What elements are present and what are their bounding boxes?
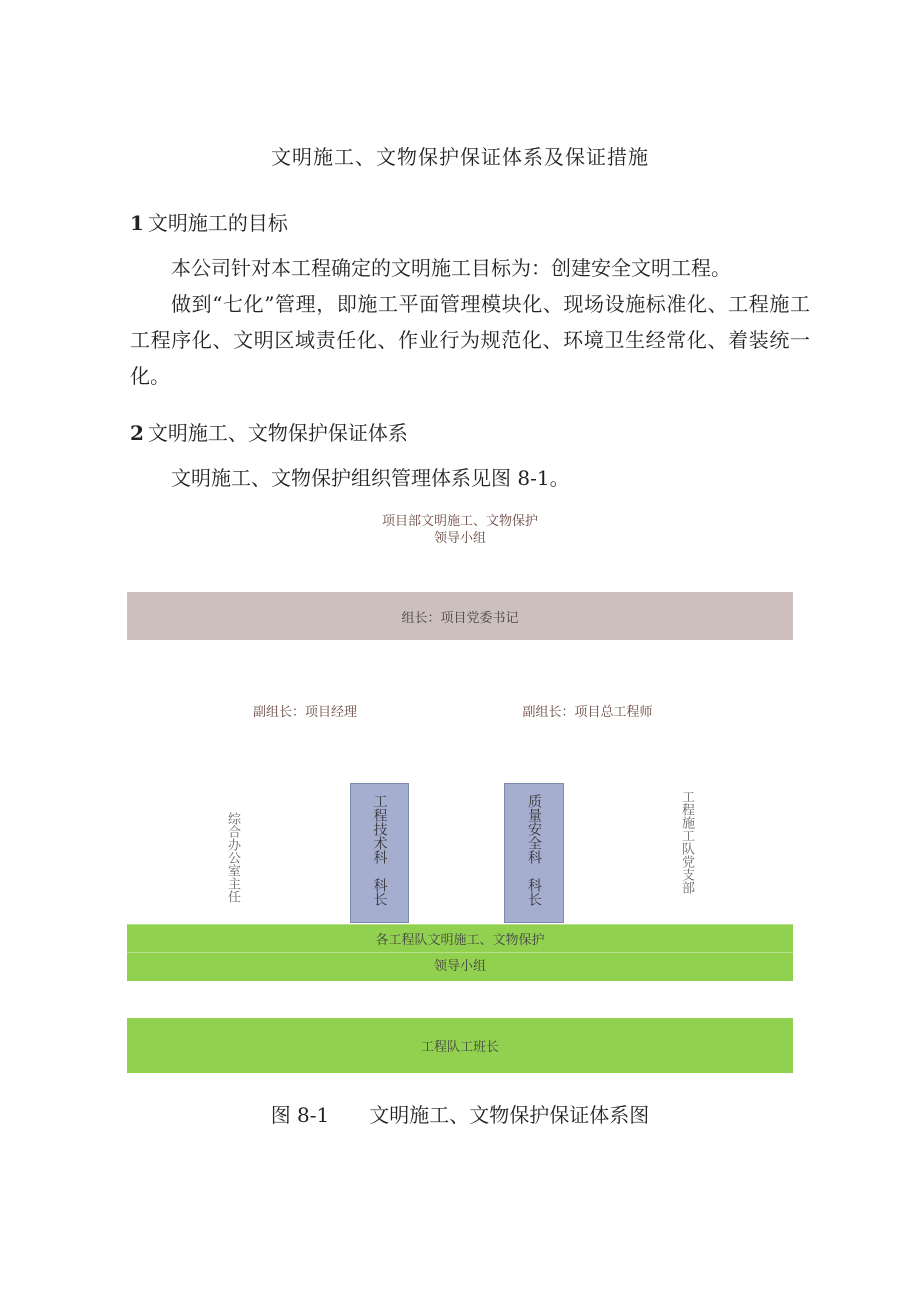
org-top-title (260, 513, 660, 547)
document-title: 文明施工、文物保护保证体系及保证措施 (271, 145, 649, 169)
org-team-leader-bar (127, 1018, 793, 1073)
org-team-group-line1: 各工程队文明施工、文物保护 (127, 925, 793, 953)
org-deputy-right: 副组长：项目总工程师 (522, 705, 653, 720)
org-office-director-label: 综合办公室主任 (225, 812, 240, 903)
org-top-title-line1: 项目部文明施工、文物保护 (381, 514, 538, 529)
org-quality-dept-box (504, 783, 564, 923)
org-party-branch (680, 790, 693, 898)
section-1-heading (130, 207, 288, 236)
section-1-title: 文明施工的目标 (147, 211, 288, 235)
org-leader-bar (127, 592, 793, 640)
org-team-leader-label: 工程队工班长 (420, 1040, 499, 1055)
figure-title: 文明施工、文物保护保证体系图 (369, 1103, 650, 1127)
org-party-branch-label: 工程施工队党支部 (679, 790, 694, 894)
section-2-number: 2 (130, 421, 144, 445)
org-tech-dept-box (350, 783, 409, 923)
org-team-group-bar (127, 924, 793, 981)
org-tech-dept-label: 工程技术科 科长 (371, 794, 388, 906)
section-2-title: 文明施工、文物保护保证体系 (147, 421, 408, 445)
figure-label: 图 8-1 (270, 1103, 330, 1127)
paragraph-goal: 本公司针对本工程确定的文明施工目标为：创建安全文明工程。 (171, 256, 731, 280)
paragraph-seven-management: 做到“七化”管理，即施工平面管理模块化、现场设施标准化、工程施工工程序化、文明区域责任化、作业行为规范化、环境卫生经常化、着装统一化。 (130, 292, 810, 388)
org-quality-dept-label: 质量安全科 科长 (526, 794, 542, 906)
org-deputy-left: 副组长：项目经理 (252, 705, 357, 720)
section-1-number: 1 (130, 211, 144, 235)
org-team-group-line2: 领导小组 (433, 958, 486, 974)
org-leader-label: 组长：项目党委书记 (401, 610, 519, 626)
section-2-heading (130, 417, 408, 446)
figure-caption (0, 1099, 920, 1128)
org-top-title-line2: 领导小组 (433, 531, 486, 546)
org-office-director (226, 812, 239, 907)
paragraph-org-ref: 文明施工、文物保护组织管理体系见图 8-1。 (171, 466, 570, 490)
